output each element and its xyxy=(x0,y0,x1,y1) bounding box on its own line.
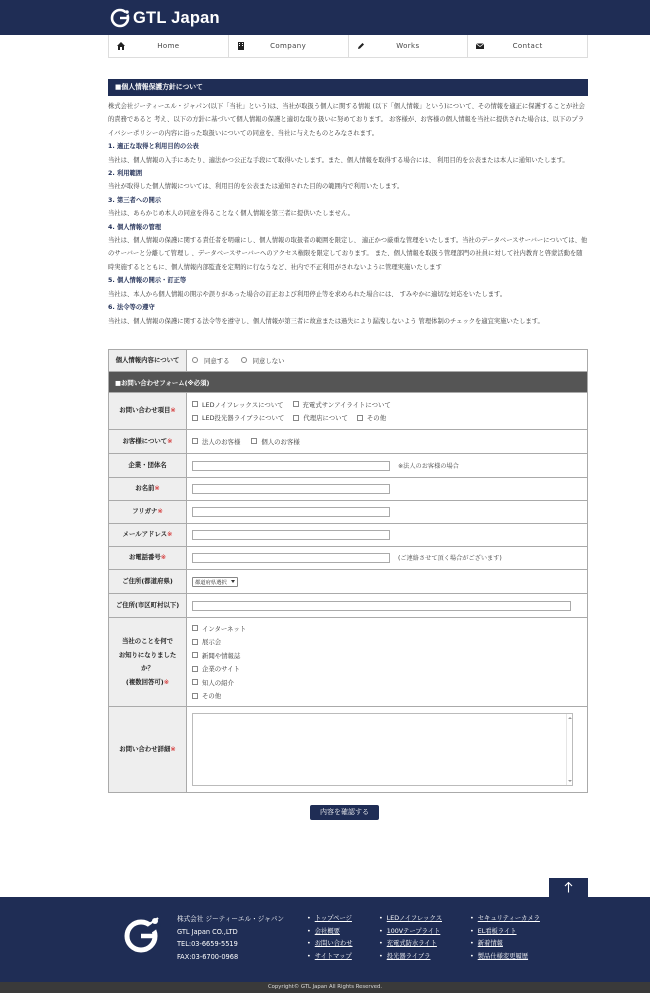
required-mark: ※ xyxy=(157,507,163,516)
nav-home[interactable] xyxy=(109,35,229,57)
footer-links-col-3 xyxy=(470,913,540,963)
site-logo[interactable] xyxy=(110,7,220,29)
contact-form xyxy=(108,349,588,793)
policy-body: 当社は、個人情報の保護に関する責任者を明確にし、個人情報の取扱者の範囲を限定し、 適正かつ厳重な管理をいたします。当社のデータベースサーバーについては、他のサーバーと分離して管理し 、データベースサーバーへのアクセス権限を限定しております。 また、個人情報を取扱う管理部門の社員に対して社内教育と啓蒙活動を随時実施するとともに、個人情報内部監査を定期的に行なうなど、社内で不正利用がされないように管理実施いたします xyxy=(108,237,588,271)
footer-link[interactable]: • お問い合わせ xyxy=(307,938,353,951)
city-input[interactable] xyxy=(192,601,571,611)
label-text: お客様について xyxy=(122,436,168,445)
policy-heading: 5. 個人情報の開示・訂正等 xyxy=(108,277,187,285)
copyright: Copyright© GTL Japan All Rights Reserved. xyxy=(0,982,650,993)
phone-cell xyxy=(187,547,588,570)
policy-heading: 3. 第三者への開示 xyxy=(108,196,162,204)
customer-individual-option[interactable] xyxy=(251,437,299,446)
site-footer xyxy=(0,897,650,982)
footer-link[interactable]: • EL看板ライト xyxy=(470,926,540,939)
label-text: フリガナ xyxy=(132,507,158,516)
label-line: か？ xyxy=(141,664,154,672)
checkbox[interactable] xyxy=(192,652,198,658)
checkbox[interactable] xyxy=(293,415,299,421)
label-line: お知りになりました xyxy=(118,650,177,659)
inquiry-option-5[interactable] xyxy=(357,413,386,422)
required-mark: ※ xyxy=(163,677,170,686)
footer-link[interactable]: • サイトマップ xyxy=(307,951,353,964)
option-label: 展示会 xyxy=(202,638,222,647)
textarea-scrollbar[interactable] xyxy=(566,714,572,785)
phone-label xyxy=(109,547,187,570)
label-text: (複数回答可) xyxy=(125,677,164,686)
email-cell xyxy=(187,524,588,547)
city-cell xyxy=(187,594,588,618)
policy-heading: 1. 適正な取得と利用目的の公表 xyxy=(108,143,199,151)
company-name-jp: 株式会社 ジーティーエル・ジャパン xyxy=(177,915,284,923)
gtl-footer-logo-icon xyxy=(121,915,161,955)
source-option-2[interactable] xyxy=(192,635,582,649)
option-label: LEDノイフレックスについて xyxy=(202,400,284,409)
label-text: お問い合わせ項目 xyxy=(119,406,171,415)
pencil-icon xyxy=(357,42,365,50)
nav-contact-label: Contact xyxy=(512,42,543,50)
checkbox[interactable] xyxy=(192,679,198,685)
company-tel: TEL:03-6659-5519 xyxy=(177,940,238,949)
email-input[interactable] xyxy=(192,530,390,540)
prefecture-cell xyxy=(187,570,588,594)
city-label: ご住所(市区町村以下) xyxy=(109,594,187,618)
gtl-logo-icon xyxy=(110,8,130,28)
chevron-down-icon xyxy=(231,580,235,583)
prefecture-select[interactable] xyxy=(192,577,238,587)
option-label: 新聞や情報誌 xyxy=(202,651,241,660)
source-option-5[interactable] xyxy=(192,676,582,690)
checkbox[interactable] xyxy=(192,401,198,407)
site-header xyxy=(0,0,650,35)
checkbox[interactable] xyxy=(192,639,198,645)
form-title: ■お問い合わせフォーム(※必須) xyxy=(109,372,588,393)
label-text: お名前 xyxy=(135,484,155,493)
footer-link[interactable]: • 新着情報 xyxy=(470,938,540,951)
details-textarea[interactable] xyxy=(192,713,573,786)
details-cell xyxy=(187,707,588,793)
name-input[interactable] xyxy=(192,484,390,494)
policy-intro: 株式会社ジーティーエル・ジャパン(以下「当社」という)は、当社が取扱う個人に関する情報 (以下「個人情報」という)について、その情報を適正に保護することが社会的責務であると 考え、以下の方針に基づいて個人情報の保護と適切な取り扱いに努めております。 お客様が、お客様の個人情報を当社に提供された場合は、以下のプライバシーポリシーの内容に沿った取扱いについての同意を、当社に与えたものとみなされます。 xyxy=(108,103,585,137)
nav-company[interactable] xyxy=(229,35,349,57)
radio-button[interactable] xyxy=(192,357,198,363)
label-text: メールアドレス xyxy=(122,530,168,539)
name-label xyxy=(109,478,187,501)
source-option-3[interactable] xyxy=(192,649,582,663)
consent-label: 個人情報内容について xyxy=(109,350,187,372)
required-mark: ※ xyxy=(170,744,176,753)
radio-button[interactable] xyxy=(241,357,247,363)
confirm-button[interactable]: 内容を確認する xyxy=(310,805,379,820)
logo-text: GTL Japan xyxy=(133,8,220,27)
policy-body: 当社が取得した個人情報については、利用目的を公表または通知された目的の範囲内で利用いたします。 xyxy=(108,183,404,191)
scroll-up-icon xyxy=(568,717,572,719)
phone-input[interactable] xyxy=(192,553,390,563)
inquiry-option-4[interactable] xyxy=(293,413,348,422)
policy-body: 当社は、本人から個人情報の開示や誤りがあった場合の訂正および利用停止等を求められた場合には、 すみやかに適切な対応をいたします。 xyxy=(108,290,507,298)
back-to-top-button[interactable] xyxy=(549,878,588,897)
option-label: 知人の紹介 xyxy=(202,678,234,687)
required-mark: ※ xyxy=(160,553,167,562)
footer-links-col-1 xyxy=(307,913,353,963)
policy-heading: 6. 法令等の遵守 xyxy=(108,304,155,312)
mail-icon xyxy=(476,42,484,50)
checkbox[interactable] xyxy=(192,415,198,421)
arrow-up-icon xyxy=(564,882,573,893)
option-label: 充電式サンアイライトについて xyxy=(302,400,391,409)
inquiry-option-1[interactable] xyxy=(192,400,284,409)
label-line xyxy=(111,676,184,690)
source-option-1[interactable] xyxy=(192,622,582,636)
nav-works-label: Works xyxy=(396,42,420,50)
required-mark: ※ xyxy=(167,530,173,539)
furigana-cell xyxy=(187,501,588,524)
checkbox[interactable] xyxy=(192,693,198,699)
option-label: その他 xyxy=(202,692,222,701)
name-cell xyxy=(187,478,588,501)
checkbox[interactable] xyxy=(251,438,257,444)
source-option-6[interactable] xyxy=(192,689,582,703)
option-label: その他 xyxy=(366,414,387,423)
select-value: 都道府県選択 xyxy=(195,579,227,586)
company-fax: FAX:03-6700-0968 xyxy=(177,952,239,961)
checkbox[interactable] xyxy=(293,401,299,407)
option-label: 同意しない xyxy=(252,356,285,365)
policy-heading: 2. 利用範囲 xyxy=(108,170,143,178)
footer-link[interactable]: • 会社概要 xyxy=(307,926,353,939)
checkbox[interactable] xyxy=(357,415,363,421)
label-line: 当社のことを何で xyxy=(121,637,174,645)
privacy-policy xyxy=(108,100,588,328)
building-icon xyxy=(237,42,245,50)
checkbox[interactable] xyxy=(192,438,198,444)
label-text: お電話番号 xyxy=(128,553,161,562)
inquiry-option-3[interactable] xyxy=(192,413,284,422)
company-name-input[interactable] xyxy=(192,461,390,471)
required-mark: ※ xyxy=(154,484,160,493)
option-label: LED投光器ライブラについて xyxy=(202,414,285,423)
option-label: 代理店について xyxy=(303,414,348,423)
footer-link[interactable]: • 投光器ライブラ xyxy=(379,951,442,964)
phone-note: (ご連絡させて頂く場合がございます) xyxy=(398,555,502,562)
option-label: 法人のお客様 xyxy=(202,437,241,446)
nav-works[interactable] xyxy=(349,35,469,57)
source-options xyxy=(187,618,588,707)
details-label xyxy=(109,707,187,793)
required-mark: ※ xyxy=(167,436,173,445)
email-label xyxy=(109,524,187,547)
policy-body: 当社は、個人情報の入手にあたり、適法かつ公正な手段にて取得いたします。また、個人情報を取得する場合には、 利用目的を公表または本人に通知いたします。 xyxy=(108,156,569,164)
footer-link[interactable]: • トップページ xyxy=(307,913,353,926)
inquiry-option-2[interactable] xyxy=(293,400,391,409)
home-icon xyxy=(117,42,125,50)
label-text: お問い合わせ詳細 xyxy=(119,744,171,753)
nav-contact[interactable] xyxy=(468,35,588,57)
policy-body: 当社は、個人情報の保護に関する法令等を遵守し、個人情報が第三者に故意または過失により漏洩しないよう 管理体制のチェックを適宜実施いたします。 xyxy=(108,317,544,325)
consent-agree-option[interactable] xyxy=(192,356,230,365)
footer-link[interactable]: • 充電式防水ライト xyxy=(379,938,442,951)
option-label: 同意する xyxy=(204,356,230,365)
company-name-en: GTL Japan CO.,LTD xyxy=(177,927,238,936)
inquiry-label xyxy=(109,393,187,430)
company-note: ※法人のお客様の場合 xyxy=(398,462,459,470)
source-option-4[interactable] xyxy=(192,662,582,676)
checkbox[interactable] xyxy=(192,625,198,631)
policy-body: 当社は、あらかじめ本人の同意を得ることなく個人情報を第三者に提供いたしません。 xyxy=(108,210,354,218)
company-name-cell xyxy=(187,454,588,478)
customer-corporate-option[interactable] xyxy=(192,437,240,446)
required-mark: ※ xyxy=(170,406,176,415)
inquiry-options xyxy=(187,393,588,430)
consent-field xyxy=(187,350,588,372)
source-label xyxy=(109,618,187,707)
company-name-label: 企業・団体名 xyxy=(109,454,187,478)
footer-link[interactable]: • 100Vテープライト xyxy=(379,926,442,939)
footer-link[interactable]: • 製品仕様変更履歴 xyxy=(470,951,540,964)
nav-home-label: Home xyxy=(157,42,180,50)
nav-company-label: Company xyxy=(270,42,307,50)
checkbox[interactable] xyxy=(192,666,198,672)
customer-type-options xyxy=(187,430,588,454)
scroll-down-icon xyxy=(568,780,572,782)
policy-section-title: ■個人情報保護方針について xyxy=(108,79,588,96)
company-info xyxy=(177,913,284,963)
footer-links-col-2 xyxy=(379,913,442,963)
prefecture-label: ご住所(都道府県) xyxy=(109,570,187,594)
consent-disagree-option[interactable] xyxy=(241,356,285,365)
footer-link[interactable]: • LEDノイフレックス xyxy=(379,913,442,926)
footer-link[interactable]: • セキュリティーカメラ xyxy=(470,913,540,926)
option-label: 企業のサイト xyxy=(202,665,240,674)
customer-type-label xyxy=(109,430,187,454)
main-nav xyxy=(108,35,588,58)
option-label: 個人のお客様 xyxy=(261,437,300,446)
option-label: インターネット xyxy=(202,624,247,633)
furigana-input[interactable] xyxy=(192,507,390,517)
policy-heading: 4. 個人情報の管理 xyxy=(108,223,162,231)
furigana-label xyxy=(109,501,187,524)
